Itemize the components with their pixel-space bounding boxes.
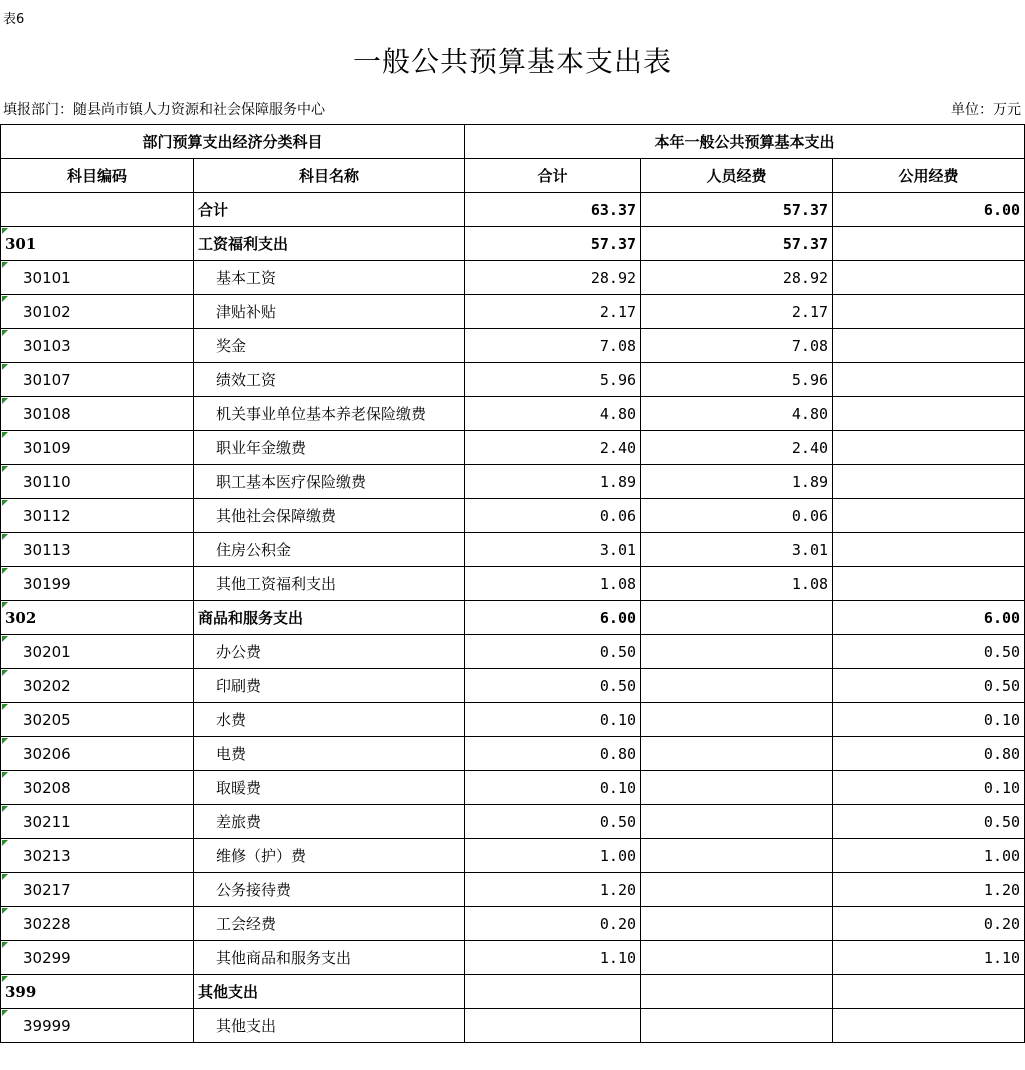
cell-code-text: 30299 (23, 948, 71, 967)
cell-code-text: 30108 (23, 404, 71, 423)
cell-marker-icon (2, 466, 8, 472)
cell-personnel-text: 2.17 (791, 302, 829, 321)
cell-code-text: 302 (5, 608, 37, 627)
table-row (1, 635, 1025, 669)
cell-code-text: 30202 (23, 676, 71, 695)
cell-public (833, 703, 1025, 737)
cell-personnel-text: 3.01 (791, 540, 829, 559)
cell-code (1, 703, 194, 737)
cell-total (465, 227, 641, 261)
cell-total-text: 5.96 (599, 370, 637, 389)
cell-public-text: 0.10 (983, 778, 1021, 797)
cell-public (833, 635, 1025, 669)
cell-total-text: 0.50 (599, 642, 637, 661)
cell-total (465, 839, 641, 873)
cell-name-text: 其他工资福利支出 (216, 575, 337, 593)
cell-name-text: 津贴补贴 (216, 303, 277, 321)
cell-personnel (641, 635, 833, 669)
cell-name (194, 839, 465, 873)
cell-name-text: 其他商品和服务支出 (216, 949, 352, 967)
cell-public (833, 465, 1025, 499)
cell-total-text: 0.50 (599, 812, 637, 831)
header-row-group (1, 125, 1025, 159)
cell-marker-icon (2, 806, 8, 812)
cell-code (1, 737, 194, 771)
cell-public (833, 771, 1025, 805)
cell-total (465, 703, 641, 737)
cell-personnel (641, 193, 833, 227)
cell-code-text: 30109 (23, 438, 71, 457)
cell-total-text: 7.08 (599, 336, 637, 355)
cell-name-text: 基本工资 (216, 269, 277, 287)
cell-personnel (641, 601, 833, 635)
cell-total-text: 0.10 (599, 710, 637, 729)
cell-code-text: 30101 (23, 268, 71, 287)
cell-total-text: 2.17 (599, 302, 637, 321)
cell-code-text: 30208 (23, 778, 71, 797)
cell-marker-icon (2, 602, 8, 608)
cell-name (194, 805, 465, 839)
cell-total (465, 261, 641, 295)
header-name: 科目名称 (194, 159, 465, 193)
header-row-columns (1, 159, 1025, 193)
cell-personnel (641, 703, 833, 737)
cell-name-text: 住房公积金 (216, 541, 292, 559)
cell-marker-icon (2, 942, 8, 948)
cell-total (465, 941, 641, 975)
cell-code-text: 301 (5, 234, 37, 253)
cell-code (1, 669, 194, 703)
cell-name (194, 397, 465, 431)
cell-personnel (641, 329, 833, 363)
cell-personnel-text: 0.06 (791, 506, 829, 525)
cell-code (1, 567, 194, 601)
header-group-right: 本年一般公共预算基本支出 (465, 125, 1025, 159)
cell-personnel-text: 7.08 (791, 336, 829, 355)
page-title: 一般公共预算基本支出表 (352, 45, 672, 78)
cell-total (465, 975, 641, 1009)
cell-code (1, 601, 194, 635)
cell-personnel-text: 1.89 (791, 472, 829, 491)
cell-name-text: 差旅费 (216, 813, 262, 831)
cell-code-text: 30113 (23, 540, 71, 559)
cell-public (833, 193, 1025, 227)
cell-marker-icon (2, 262, 8, 268)
cell-name-text: 职业年金缴费 (216, 439, 307, 457)
cell-name-text: 工资福利支出 (198, 235, 289, 253)
header-public: 公用经费 (833, 159, 1025, 193)
cell-name (194, 1009, 465, 1043)
cell-public (833, 397, 1025, 431)
cell-name (194, 227, 465, 261)
cell-personnel-text: 1.08 (791, 574, 829, 593)
cell-code (1, 465, 194, 499)
cell-name-text: 水费 (216, 711, 247, 729)
cell-public (833, 669, 1025, 703)
cell-personnel (641, 771, 833, 805)
cell-code-text: 30107 (23, 370, 71, 389)
cell-total-text: 1.10 (599, 948, 637, 967)
cell-marker-icon (2, 636, 8, 642)
cell-total (465, 465, 641, 499)
cell-marker-icon (2, 874, 8, 880)
header-code: 科目编码 (1, 159, 194, 193)
cell-marker-icon (2, 1010, 8, 1016)
cell-code (1, 261, 194, 295)
table-row (1, 193, 1025, 227)
cell-marker-icon (2, 432, 8, 438)
cell-name-text: 职工基本医疗保险缴费 (216, 473, 367, 491)
cell-name-text: 印刷费 (216, 677, 262, 695)
cell-marker-icon (2, 738, 8, 744)
cell-code-text: 30205 (23, 710, 71, 729)
cell-code (1, 295, 194, 329)
table-row (1, 771, 1025, 805)
cell-code (1, 839, 194, 873)
cell-name-text: 其他支出 (198, 983, 259, 1001)
cell-total-text: 4.80 (599, 404, 637, 423)
table-row (1, 737, 1025, 771)
cell-name-text: 取暖费 (216, 779, 262, 797)
cell-personnel (641, 975, 833, 1009)
cell-total-text: 0.10 (599, 778, 637, 797)
header-personnel: 人员经费 (641, 159, 833, 193)
cell-code-text: 30110 (23, 472, 71, 491)
header-group-left: 部门预算支出经济分类科目 (1, 125, 465, 159)
cell-personnel-text: 57.37 (782, 200, 829, 219)
department-label: 填报部门：随县尚市镇人力资源和社会保障服务中心 (3, 102, 325, 118)
cell-public (833, 805, 1025, 839)
cell-total (465, 397, 641, 431)
cell-public (833, 363, 1025, 397)
cell-total (465, 295, 641, 329)
cell-public-text: 0.10 (983, 710, 1021, 729)
cell-public (833, 907, 1025, 941)
cell-code (1, 635, 194, 669)
cell-total-text: 1.20 (599, 880, 637, 899)
cell-name (194, 533, 465, 567)
cell-public-text: 0.50 (983, 642, 1021, 661)
table-row (1, 975, 1025, 1009)
cell-public (833, 329, 1025, 363)
cell-total (465, 499, 641, 533)
cell-name-text: 工会经费 (216, 915, 277, 933)
cell-personnel (641, 363, 833, 397)
cell-total (465, 635, 641, 669)
cell-personnel (641, 737, 833, 771)
cell-marker-icon (2, 704, 8, 710)
cell-total (465, 771, 641, 805)
cell-public-text: 0.50 (983, 676, 1021, 695)
cell-name-text: 公务接待费 (216, 881, 292, 899)
cell-total-text: 1.08 (599, 574, 637, 593)
cell-marker-icon (2, 840, 8, 846)
cell-code (1, 1009, 194, 1043)
cell-total-text: 1.89 (599, 472, 637, 491)
cell-total (465, 601, 641, 635)
cell-code-text: 39999 (23, 1016, 71, 1035)
cell-code-text: 30206 (23, 744, 71, 763)
cell-public (833, 499, 1025, 533)
cell-marker-icon (2, 398, 8, 404)
cell-name-text: 合计 (198, 201, 229, 219)
cell-total (465, 193, 641, 227)
cell-name (194, 873, 465, 907)
cell-code (1, 329, 194, 363)
cell-total (465, 567, 641, 601)
table-row (1, 703, 1025, 737)
table-row (1, 261, 1025, 295)
cell-marker-icon (2, 500, 8, 506)
cell-personnel (641, 873, 833, 907)
cell-code (1, 193, 194, 227)
cell-public (833, 839, 1025, 873)
cell-name-text: 机关事业单位基本养老保险缴费 (216, 405, 427, 423)
cell-total (465, 329, 641, 363)
cell-total (465, 431, 641, 465)
cell-personnel (641, 1009, 833, 1043)
cell-public-text: 6.00 (983, 200, 1021, 219)
cell-name (194, 329, 465, 363)
cell-total-text: 0.20 (599, 914, 637, 933)
table-row (1, 1009, 1025, 1043)
cell-personnel (641, 499, 833, 533)
table-row (1, 363, 1025, 397)
cell-public (833, 567, 1025, 601)
cell-name (194, 941, 465, 975)
cell-name (194, 771, 465, 805)
cell-total-text: 6.00 (599, 608, 637, 627)
cell-marker-icon (2, 330, 8, 336)
cell-code (1, 363, 194, 397)
cell-public (833, 261, 1025, 295)
table-row (1, 805, 1025, 839)
table-row (1, 873, 1025, 907)
cell-marker-icon (2, 534, 8, 540)
cell-public-text: 6.00 (983, 608, 1021, 627)
cell-total-text: 3.01 (599, 540, 637, 559)
cell-personnel (641, 533, 833, 567)
table-row (1, 567, 1025, 601)
cell-code (1, 227, 194, 261)
cell-code-text: 30211 (23, 812, 71, 831)
cell-name (194, 737, 465, 771)
table-row (1, 431, 1025, 465)
cell-public (833, 431, 1025, 465)
cell-public (833, 873, 1025, 907)
cell-public-text: 0.80 (983, 744, 1021, 763)
cell-personnel (641, 805, 833, 839)
cell-personnel-text: 4.80 (791, 404, 829, 423)
cell-personnel (641, 397, 833, 431)
cell-personnel-text: 5.96 (791, 370, 829, 389)
unit-label: 单位：万元 (951, 102, 1021, 118)
cell-name (194, 499, 465, 533)
cell-personnel (641, 227, 833, 261)
cell-public (833, 533, 1025, 567)
cell-code (1, 907, 194, 941)
cell-personnel-text: 57.37 (782, 234, 829, 253)
cell-code (1, 941, 194, 975)
cell-code-text: 30228 (23, 914, 71, 933)
cell-code (1, 873, 194, 907)
table-row (1, 499, 1025, 533)
cell-total (465, 1009, 641, 1043)
cell-code (1, 397, 194, 431)
cell-total (465, 805, 641, 839)
cell-public-text: 0.50 (983, 812, 1021, 831)
cell-code-text: 30103 (23, 336, 71, 355)
cell-total (465, 669, 641, 703)
table-row (1, 295, 1025, 329)
cell-code-text: 30102 (23, 302, 71, 321)
cell-marker-icon (2, 364, 8, 370)
cell-public (833, 601, 1025, 635)
cell-total-text: 2.40 (599, 438, 637, 457)
cell-personnel (641, 295, 833, 329)
cell-personnel (641, 261, 833, 295)
cell-public (833, 975, 1025, 1009)
cell-public (833, 737, 1025, 771)
header-total: 合计 (465, 159, 641, 193)
table-row (1, 601, 1025, 635)
cell-name-text: 商品和服务支出 (198, 609, 304, 627)
cell-total-text: 63.37 (590, 200, 637, 219)
table-number: 表6 (3, 12, 25, 27)
cell-name-text: 绩效工资 (216, 371, 277, 389)
cell-public-text: 1.00 (983, 846, 1021, 865)
cell-personnel-text: 2.40 (791, 438, 829, 457)
cell-personnel-text: 28.92 (782, 268, 829, 287)
cell-total (465, 533, 641, 567)
cell-personnel (641, 839, 833, 873)
table-row (1, 465, 1025, 499)
cell-code (1, 533, 194, 567)
cell-public (833, 295, 1025, 329)
table-row (1, 669, 1025, 703)
cell-total (465, 907, 641, 941)
cell-personnel (641, 669, 833, 703)
cell-total-text: 0.50 (599, 676, 637, 695)
cell-name-text: 维修（护）费 (216, 847, 307, 865)
cell-name (194, 907, 465, 941)
cell-name-text: 办公费 (216, 643, 262, 661)
cell-total-text: 0.80 (599, 744, 637, 763)
cell-code (1, 431, 194, 465)
cell-name (194, 567, 465, 601)
cell-name-text: 其他社会保障缴费 (216, 507, 337, 525)
cell-total-text: 57.37 (590, 234, 637, 253)
table-row (1, 533, 1025, 567)
cell-total (465, 363, 641, 397)
table-row (1, 941, 1025, 975)
cell-total (465, 873, 641, 907)
cell-code (1, 499, 194, 533)
cell-name (194, 193, 465, 227)
cell-marker-icon (2, 908, 8, 914)
cell-marker-icon (2, 228, 8, 234)
cell-public-text: 1.10 (983, 948, 1021, 967)
cell-name-text: 奖金 (216, 337, 247, 355)
cell-name (194, 601, 465, 635)
cell-public (833, 1009, 1025, 1043)
cell-name (194, 703, 465, 737)
table-row (1, 227, 1025, 261)
cell-name (194, 465, 465, 499)
cell-name (194, 635, 465, 669)
cell-total-text: 1.00 (599, 846, 637, 865)
cell-personnel (641, 431, 833, 465)
cell-code-text: 399 (5, 982, 37, 1001)
cell-marker-icon (2, 296, 8, 302)
cell-name (194, 261, 465, 295)
cell-marker-icon (2, 568, 8, 574)
table-row (1, 907, 1025, 941)
cell-personnel (641, 567, 833, 601)
cell-name (194, 669, 465, 703)
cell-name-text: 其他支出 (216, 1017, 277, 1035)
cell-personnel (641, 941, 833, 975)
cell-name (194, 295, 465, 329)
cell-marker-icon (2, 670, 8, 676)
cell-public-text: 1.20 (983, 880, 1021, 899)
cell-personnel (641, 465, 833, 499)
cell-code (1, 975, 194, 1009)
cell-marker-icon (2, 772, 8, 778)
cell-personnel (641, 907, 833, 941)
table-row (1, 397, 1025, 431)
cell-public (833, 941, 1025, 975)
table-row (1, 839, 1025, 873)
cell-code-text: 30199 (23, 574, 71, 593)
cell-name (194, 431, 465, 465)
cell-code-text: 30217 (23, 880, 71, 899)
budget-table (0, 124, 1025, 1043)
cell-name (194, 363, 465, 397)
cell-public-text: 0.20 (983, 914, 1021, 933)
cell-total-text: 28.92 (590, 268, 637, 287)
cell-name (194, 975, 465, 1009)
cell-code (1, 771, 194, 805)
cell-code-text: 30213 (23, 846, 71, 865)
cell-code-text: 30201 (23, 642, 71, 661)
table-row (1, 329, 1025, 363)
cell-total-text: 0.06 (599, 506, 637, 525)
cell-marker-icon (2, 976, 8, 982)
cell-public (833, 227, 1025, 261)
cell-code-text: 30112 (23, 506, 71, 525)
cell-total (465, 737, 641, 771)
cell-name-text: 电费 (216, 745, 247, 763)
cell-code (1, 805, 194, 839)
